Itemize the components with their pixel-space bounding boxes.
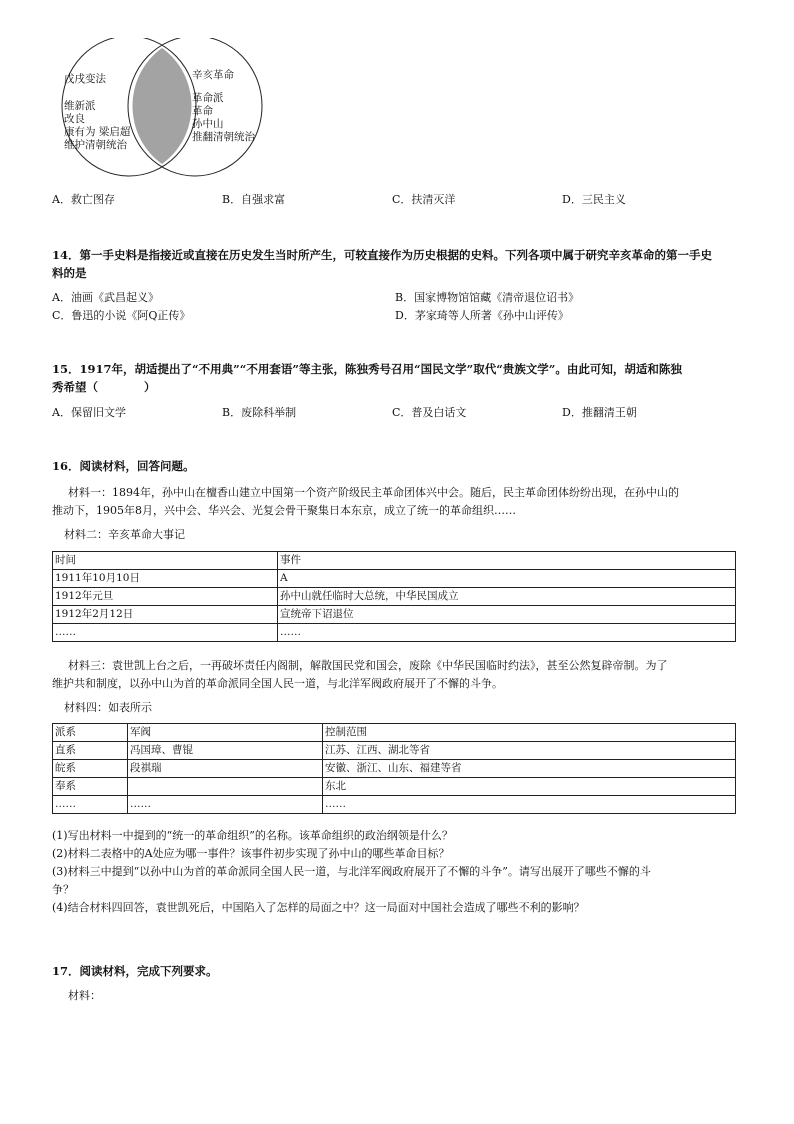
q16-sub-3: (3)材料三中提到“以孙中山为首的革命派同全国人民一道，与北洋军阀政府展开了不懈的斗争”。请写出展开了哪些不懈的斗	[52, 865, 651, 878]
venn-left-line: 康有为 梁启超	[64, 126, 131, 138]
venn-left-line: 维新派	[64, 100, 96, 112]
table-row	[53, 624, 736, 642]
table-cell: 1911年10月10日	[53, 570, 278, 588]
venn-diagram	[52, 38, 272, 184]
table-header-cell: 事件	[278, 552, 736, 570]
table-cell: 安徽、浙江、山东、福建等省	[323, 760, 736, 778]
venn-right-line: 推翻清朝统治	[192, 131, 255, 143]
table-cell: ……	[128, 796, 323, 814]
table-cell: 宣统帝下诏退位	[278, 606, 736, 624]
table-cell: 孙中山就任临时大总统，中华民国成立	[278, 588, 736, 606]
q15-option-a[interactable]: A．保留旧文学	[52, 406, 126, 419]
table-header-row	[53, 724, 736, 742]
table-cell: 冯国璋、曹锟	[128, 742, 323, 760]
table-header-cell: 控制范围	[323, 724, 736, 742]
q15-option-d[interactable]: D．推翻清王朝	[562, 406, 637, 419]
table-header-row	[53, 552, 736, 570]
q14-stem-cont: 料的是	[52, 266, 87, 280]
q16-material-4-title: 材料四：如表所示	[64, 701, 152, 714]
q13-option-d[interactable]: D．三民主义	[562, 193, 626, 206]
venn-left-line: 改良	[64, 113, 85, 125]
table-cell: A	[278, 570, 736, 588]
venn-right-line: 革命派	[192, 92, 224, 104]
q16-material-3-cont: 维护共和制度，以孙中山为首的革命派同全国人民一道，与北洋军阀政府展开了不懈的斗争。	[52, 677, 503, 690]
venn-left-title: 戊戌变法	[64, 73, 106, 85]
table-cell: ……	[278, 624, 736, 642]
q16-sub-1: (1)写出材料一中提到的“统一的革命组织”的名称。该革命组织的政治纲领是什么？	[52, 829, 453, 842]
table-row	[53, 570, 736, 588]
table-cell: 江苏、江西、湖北等省	[323, 742, 736, 760]
q16-table-events	[52, 551, 736, 642]
table-row	[53, 588, 736, 606]
venn-right-line: 革命	[192, 105, 213, 117]
venn-left-line: 维护清朝统治	[64, 139, 127, 151]
venn-right-title: 辛亥革命	[192, 69, 234, 81]
q17-title: 17．阅读材料，完成下列要求。	[52, 964, 218, 978]
q15-option-b[interactable]: B．废除科举制	[222, 406, 297, 419]
q16-sub-4: (4)结合材料四回答，袁世凯死后，中国陷入了怎样的局面之中？这一局面对中国社会造成了哪些不利的影响？	[52, 901, 585, 914]
table-cell: 皖系	[53, 760, 128, 778]
venn-right-line: 孙中山	[192, 118, 224, 130]
table-cell	[128, 778, 323, 796]
table-cell: 1912年2月12日	[53, 606, 278, 624]
q16-table-warlords	[52, 723, 736, 814]
q15-stem-cont: 秀希望（ ）	[52, 380, 156, 394]
q16-material-1: 材料一：1894年，孙中山在檀香山建立中国第一个资产阶级民主革命团体兴中会。随后，民主革命团体纷纷出现，在孙中山的	[68, 486, 679, 499]
table-header-cell: 派系	[53, 724, 128, 742]
q13-option-c[interactable]: C．扶清灭洋	[392, 193, 456, 206]
table-cell: ……	[53, 796, 128, 814]
table-cell: ……	[323, 796, 736, 814]
table-row	[53, 778, 736, 796]
q14-option-a[interactable]: A．油画《武昌起义》	[52, 291, 159, 304]
q15-stem: 15．1917年，胡适提出了“不用典”“不用套语”等主张，陈独秀号召用“国民文学”取代“贵族文学”。由此可知，胡适和陈独	[52, 362, 682, 376]
table-cell: ……	[53, 624, 278, 642]
table-row	[53, 606, 736, 624]
table-cell: 段祺瑞	[128, 760, 323, 778]
table-header-cell: 军阀	[128, 724, 323, 742]
venn-overlap	[133, 48, 192, 164]
table-row	[53, 742, 736, 760]
q16-material-1-cont: 推动下，1905年8月，兴中会、华兴会、光复会骨干聚集日本东京，成立了统一的革命组织……	[52, 504, 516, 517]
table-cell: 东北	[323, 778, 736, 796]
q17-material-label: 材料：	[68, 989, 101, 1002]
table-row	[53, 796, 736, 814]
q14-option-d[interactable]: D．茅家琦等人所著《孙中山评传》	[395, 309, 569, 322]
table-row	[53, 760, 736, 778]
q13-option-a[interactable]: A．救亡图存	[52, 193, 115, 206]
q13-option-b[interactable]: B．自强求富	[222, 193, 286, 206]
table-cell: 直系	[53, 742, 128, 760]
q16-material-3: 材料三：袁世凯上台之后，一再破坏责任内阁制，解散国民党和国会，废除《中华民国临时约法》，甚至公然复辟帝制。为了	[68, 659, 668, 672]
q16-sub-2: (2)材料二表格中的A处应为哪一事件？该事件初步实现了孙中山的哪些革命目标？	[52, 847, 450, 860]
q14-option-c[interactable]: C．鲁迅的小说《阿Q正传》	[52, 309, 191, 322]
table-header-cell: 时间	[53, 552, 278, 570]
q16-material-2-title: 材料二：辛亥革命大事记	[64, 528, 185, 541]
q14-option-b[interactable]: B．国家博物馆馆藏《清帝退位诏书》	[395, 291, 580, 304]
q14-stem: 14．第一手史料是指接近或直接在历史发生当时所产生，可较直接作为历史根据的史料。下列各项中属于研究辛亥革命的第一手史	[52, 248, 712, 262]
table-cell: 奉系	[53, 778, 128, 796]
table-cell: 1912年元旦	[53, 588, 278, 606]
q16-title: 16．阅读材料，回答问题。	[52, 459, 195, 473]
q15-option-c[interactable]: C．普及白话文	[392, 406, 467, 419]
q16-sub-3-cont: 争？	[52, 883, 74, 896]
